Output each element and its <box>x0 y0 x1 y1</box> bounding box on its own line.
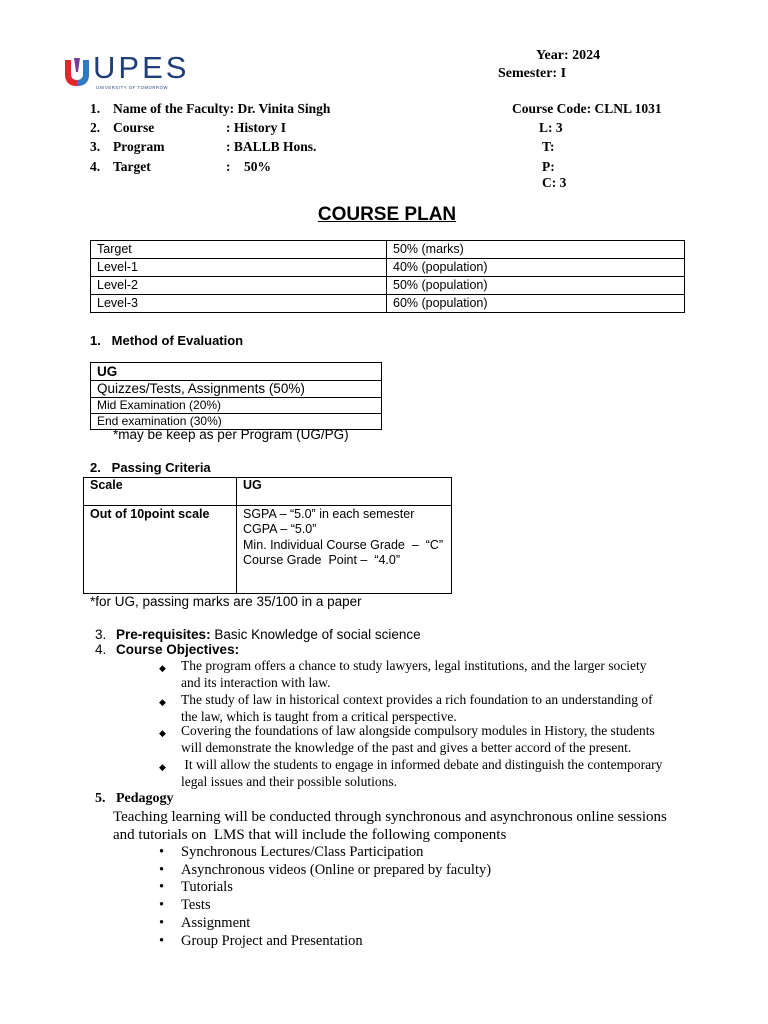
diamond-bullet-icon: ◆ <box>159 762 166 772</box>
course-l: L: 3 <box>539 120 563 135</box>
objectives-num: 4. <box>95 642 107 657</box>
diamond-bullet-icon: ◆ <box>159 728 166 738</box>
list-item <box>159 844 491 862</box>
table-cell: Level-2 <box>91 277 387 295</box>
list-item-label: Group Project and Presentation <box>181 932 363 949</box>
course-p: P: <box>542 159 555 174</box>
objective-line: will demonstrate the knowledge of the past and gives a better accord of the present. <box>181 739 632 755</box>
prereq-text: Basic Knowledge of social science <box>210 627 421 642</box>
table-cell <box>237 506 452 594</box>
evaluation-table <box>90 362 382 430</box>
table-row <box>84 478 452 506</box>
table-row <box>91 259 685 277</box>
objective-line: the law, which is taught from a critical perspective. <box>181 708 457 724</box>
table-row <box>91 363 382 381</box>
objective-line: legal issues and their possible solutions. <box>181 773 397 789</box>
objective-item <box>159 658 684 692</box>
table-cell: 50% (population) <box>387 277 685 295</box>
bullet-icon: • <box>159 932 165 949</box>
bullet-icon: • <box>159 897 165 914</box>
objective-line: It will allow the students to engage in informed debate and distinguish the contemporary <box>181 757 663 772</box>
logo-wordmark: UPES <box>93 50 190 85</box>
list-item <box>159 897 491 915</box>
detail-course-label: Course <box>113 120 155 135</box>
table-cell: Quizzes/Tests, Assignments (50%) <box>91 381 382 398</box>
pedagogy-heading: 5. Pedagogy <box>95 791 174 806</box>
passing-table <box>83 477 452 594</box>
objective-item <box>159 692 684 726</box>
table-cell: 50% (marks) <box>387 241 685 259</box>
detail-num-2: 2. <box>90 120 101 135</box>
page-title: COURSE PLAN <box>317 204 457 225</box>
pedagogy-intro-line: Teaching learning will be conducted through synchronous and asynchronous online sessions <box>113 809 667 825</box>
list-item <box>159 879 491 897</box>
table-cell: Scale <box>84 478 237 506</box>
bullet-icon: • <box>159 914 165 931</box>
table-row <box>91 241 685 259</box>
list-item-label: Asynchronous videos (Online or prepared by faculty) <box>181 861 492 878</box>
table-row <box>84 506 452 594</box>
list-item <box>159 915 491 933</box>
evaluation-heading: 1. Method of Evaluation <box>90 333 244 348</box>
upes-emblem-icon <box>62 56 92 90</box>
pedagogy-intro-line: and tutorials on LMS that will include the following components <box>113 827 507 843</box>
table-cell: UG <box>91 363 382 381</box>
pedagogy-intro <box>113 808 667 844</box>
objective-line: The study of law in historical context provides a rich foundation to an understanding of <box>181 692 653 707</box>
min-grade-line: Min. Individual Course Grade – “C” <box>243 537 444 552</box>
bullet-icon: • <box>159 879 165 896</box>
sgpa-line: SGPA – “5.0” in each semester <box>243 507 415 521</box>
table-cell: 60% (population) <box>387 295 685 313</box>
course-code: Course Code: CLNL 1031 <box>512 101 662 116</box>
table-cell: End examination (30%) <box>91 414 382 430</box>
year: Year: 2024 <box>536 48 601 63</box>
bullet-icon: • <box>159 861 165 878</box>
cgpa-line: CGPA – “5.0” <box>243 522 317 537</box>
prereq-num: 3. <box>95 627 107 642</box>
table-row <box>91 295 685 313</box>
table-cell: Target <box>91 241 387 259</box>
list-item <box>159 933 491 951</box>
grade-point-line: Course Grade Point – “4.0” <box>243 552 401 567</box>
detail-num-4: 4. <box>90 159 101 174</box>
logo-tagline: UNIVERSITY OF TOMORROW <box>96 85 169 90</box>
detail-target-value: : 50% <box>226 159 271 174</box>
diamond-bullet-icon: ◆ <box>159 697 166 707</box>
objectives-heading <box>95 642 239 657</box>
semester: Semester: I <box>498 66 567 81</box>
objective-line: Covering the foundations of law alongside compulsory modules in History, the students <box>181 723 655 738</box>
passing-note: *for UG, passing marks are 35/100 in a paper <box>90 594 362 609</box>
list-item-label: Synchronous Lectures/Class Participation <box>181 844 424 860</box>
course-c: C: 3 <box>542 175 567 190</box>
objective-item <box>159 723 684 757</box>
pedagogy-list <box>159 844 491 950</box>
upes-logo <box>62 50 190 92</box>
table-cell: Level-3 <box>91 295 387 313</box>
objective-item <box>159 757 684 791</box>
table-cell: 40% (population) <box>387 259 685 277</box>
objective-line: and its interaction with law. <box>181 674 331 690</box>
list-item-label: Assignment <box>181 914 251 931</box>
evaluation-note: *may be keep as per Program (UG/PG) <box>113 427 349 442</box>
list-item <box>159 862 491 880</box>
table-cell: Mid Examination (20%) <box>91 398 382 414</box>
table-cell: Level-1 <box>91 259 387 277</box>
detail-target-label: Target <box>113 159 151 174</box>
objective-line: The program offers a chance to study lawyers, legal institutions, and the larger society <box>181 658 647 673</box>
table-cell: UG <box>237 478 452 506</box>
bullet-icon: • <box>159 844 165 860</box>
detail-num-1: 1. <box>90 101 101 116</box>
objectives-label: Course Objectives: <box>116 642 240 657</box>
table-row <box>91 398 382 414</box>
prerequisites <box>95 627 421 642</box>
list-item-label: Tests <box>181 897 211 914</box>
passing-heading: 2. Passing Criteria <box>90 460 211 475</box>
table-cell: Out of 10point scale <box>84 506 237 594</box>
target-table <box>90 240 685 313</box>
detail-program-value: : BALLB Hons. <box>226 139 317 154</box>
detail-faculty: Name of the Faculty: Dr. Vinita Singh <box>113 101 331 116</box>
table-row <box>91 381 382 398</box>
detail-program-label: Program <box>113 139 165 154</box>
detail-course-value: : History I <box>226 120 286 135</box>
table-row <box>91 277 685 295</box>
course-t: T: <box>542 139 555 154</box>
list-item-label: Tutorials <box>181 879 233 896</box>
diamond-bullet-icon: ◆ <box>159 663 166 673</box>
detail-num-3: 3. <box>90 139 101 154</box>
prereq-label: Pre-requisites: <box>116 627 211 642</box>
